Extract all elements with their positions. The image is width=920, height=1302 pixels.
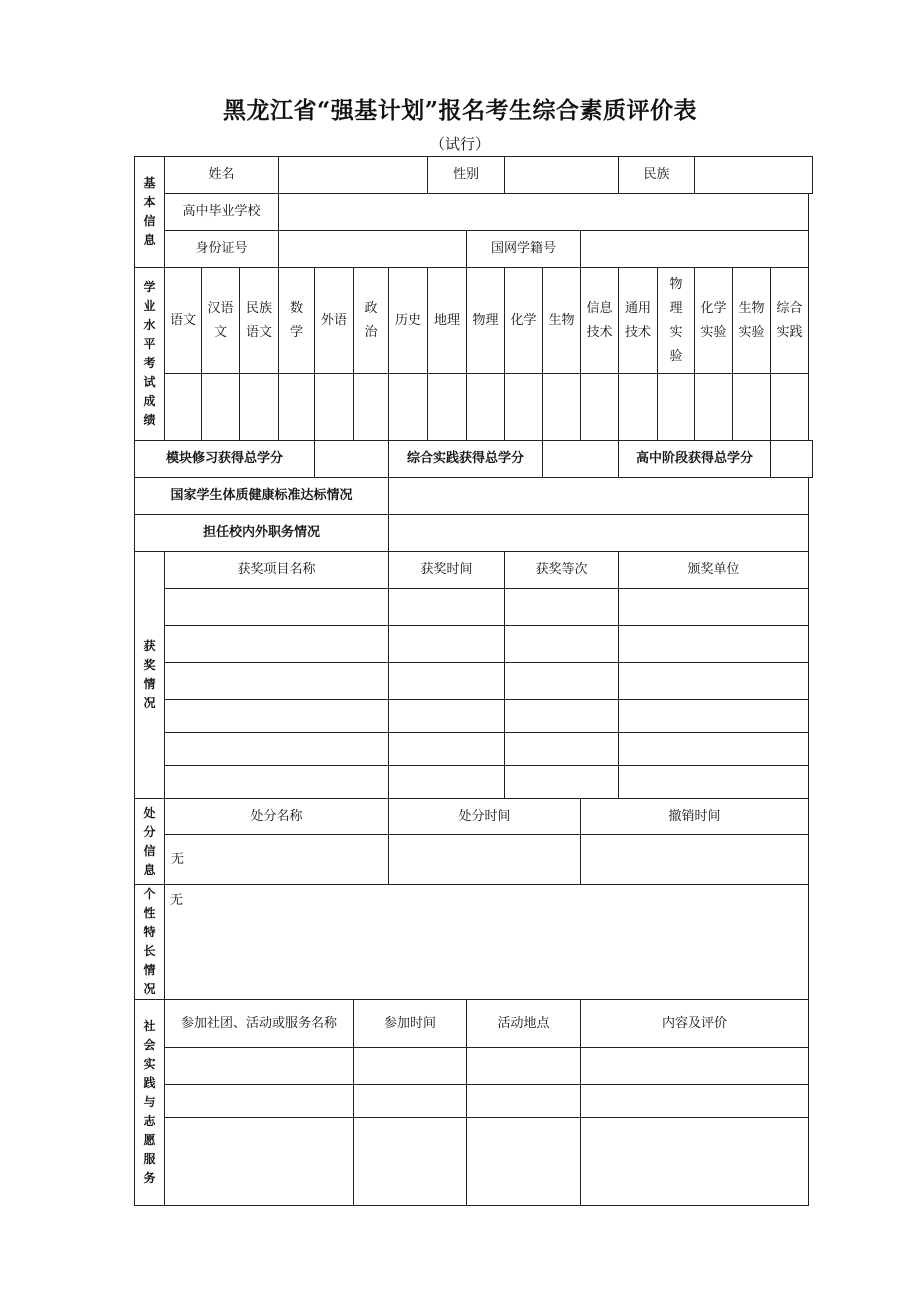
award-cell[interactable] [505,733,619,766]
activity-evaluation-header: 内容及评价 [581,1000,809,1048]
form-subtitle: （试行） [429,135,490,153]
score-cell[interactable] [315,374,354,441]
score-cell[interactable] [389,374,428,441]
activity-cell[interactable] [581,1048,809,1085]
score-cell[interactable] [240,374,279,441]
subject-header: 外语 [315,268,354,374]
activity-cell[interactable] [165,1118,354,1206]
subject-header: 信息技术 [581,268,619,374]
subject-header: 政治 [354,268,389,374]
subject-header: 语文 [165,268,202,374]
award-cell[interactable] [619,733,809,766]
activity-cell[interactable] [467,1085,581,1118]
activity-cell[interactable] [467,1048,581,1085]
score-cell[interactable] [165,374,202,441]
score-cell[interactable] [733,374,771,441]
basic-info-section-label: 基本信息 [135,157,165,268]
subject-header: 化学实验 [695,268,733,374]
subject-header: 民族语文 [240,268,279,374]
total-credits-label: 高中阶段获得总学分 [619,441,771,478]
social-section-label: 社会实践与志愿服务 [135,1000,165,1206]
activity-cell[interactable] [581,1085,809,1118]
total-credits-field[interactable] [771,441,813,478]
activity-cell[interactable] [467,1118,581,1206]
punishment-time-header: 处分时间 [389,799,581,835]
score-cell[interactable] [202,374,240,441]
punishment-section-label: 处分信息 [135,799,165,885]
award-cell[interactable] [619,663,809,700]
award-cell[interactable] [389,663,505,700]
award-cell[interactable] [165,589,389,626]
subject-header: 地理 [428,268,467,374]
gender-field[interactable] [505,157,619,194]
score-cell[interactable] [619,374,658,441]
award-cell[interactable] [165,766,389,799]
subject-header: 物理 [467,268,505,374]
subject-header: 生物 [543,268,581,374]
student-id-label: 国网学籍号 [467,231,581,268]
score-cell[interactable] [581,374,619,441]
punishment-name-value[interactable]: 无 [165,835,389,885]
award-cell[interactable] [165,733,389,766]
duty-label: 担任校内外职务情况 [135,515,389,552]
award-cell[interactable] [505,589,619,626]
practice-credits-field[interactable] [543,441,619,478]
gender-label: 性别 [428,157,505,194]
subject-header: 通用技术 [619,268,658,374]
activity-time-header: 参加时间 [354,1000,467,1048]
subject-header: 历史 [389,268,428,374]
score-cell[interactable] [467,374,505,441]
activity-cell[interactable] [165,1085,354,1118]
award-cell[interactable] [165,700,389,733]
award-time-header: 获奖时间 [389,552,505,589]
score-cell[interactable] [354,374,389,441]
award-cell[interactable] [389,733,505,766]
id-number-label: 身份证号 [165,231,279,268]
activity-name-header: 参加社团、活动或服务名称 [165,1000,354,1048]
award-cell[interactable] [505,766,619,799]
activity-cell[interactable] [354,1048,467,1085]
award-cell[interactable] [619,626,809,663]
name-field[interactable] [279,157,428,194]
award-cell[interactable] [505,700,619,733]
health-standard-label: 国家学生体质健康标准达标情况 [135,478,389,515]
award-cell[interactable] [389,626,505,663]
award-cell[interactable] [389,589,505,626]
activity-cell[interactable] [354,1085,467,1118]
revoke-time-value[interactable] [581,835,809,885]
score-cell[interactable] [279,374,315,441]
practice-credits-label: 综合实践获得总学分 [389,441,543,478]
activity-place-header: 活动地点 [467,1000,581,1048]
award-name-header: 获奖项目名称 [165,552,389,589]
award-level-header: 获奖等次 [505,552,619,589]
score-cell[interactable] [695,374,733,441]
health-standard-field[interactable] [389,478,809,515]
module-credits-label: 模块修习获得总学分 [135,441,315,478]
award-cell[interactable] [389,766,505,799]
specialty-section-label: 个性特长情况 [135,885,165,1000]
award-cell[interactable] [505,626,619,663]
school-label: 高中毕业学校 [165,194,279,231]
evaluation-form-table [134,156,813,1206]
activity-cell[interactable] [354,1118,467,1206]
score-cell[interactable] [771,374,809,441]
award-cell[interactable] [505,663,619,700]
subject-header: 汉语文 [202,268,240,374]
award-cell[interactable] [389,700,505,733]
ethnicity-label: 民族 [619,157,695,194]
subject-header: 物理实验 [658,268,695,374]
academic-section-label: 学业水平考试成绩 [135,268,165,441]
score-cell[interactable] [658,374,695,441]
activity-cell[interactable] [165,1048,354,1085]
awards-section-label: 获奖情况 [135,552,165,799]
subject-header: 数学 [279,268,315,374]
award-cell[interactable] [619,700,809,733]
form-title: 黑龙江省“强基计划”报名考生综合素质评价表 [223,97,697,124]
specialty-value[interactable]: 无 [165,885,809,1000]
score-cell[interactable] [428,374,467,441]
score-cell[interactable] [505,374,543,441]
punishment-name-header: 处分名称 [165,799,389,835]
name-label: 姓名 [165,157,279,194]
student-id-field[interactable] [581,231,809,268]
subject-header: 化学 [505,268,543,374]
award-cell[interactable] [165,663,389,700]
award-cell[interactable] [165,626,389,663]
punishment-time-value[interactable] [389,835,581,885]
duty-field[interactable] [389,515,809,552]
subject-header: 生物实验 [733,268,771,374]
module-credits-field[interactable] [315,441,389,478]
ethnicity-field[interactable] [695,157,813,194]
award-issuer-header: 颁奖单位 [619,552,809,589]
subject-header: 综合实践 [771,268,809,374]
award-cell[interactable] [619,766,809,799]
award-cell[interactable] [619,589,809,626]
revoke-time-header: 撤销时间 [581,799,809,835]
school-field[interactable] [279,194,809,231]
score-cell[interactable] [543,374,581,441]
activity-cell[interactable] [581,1118,809,1206]
id-number-field[interactable] [279,231,467,268]
